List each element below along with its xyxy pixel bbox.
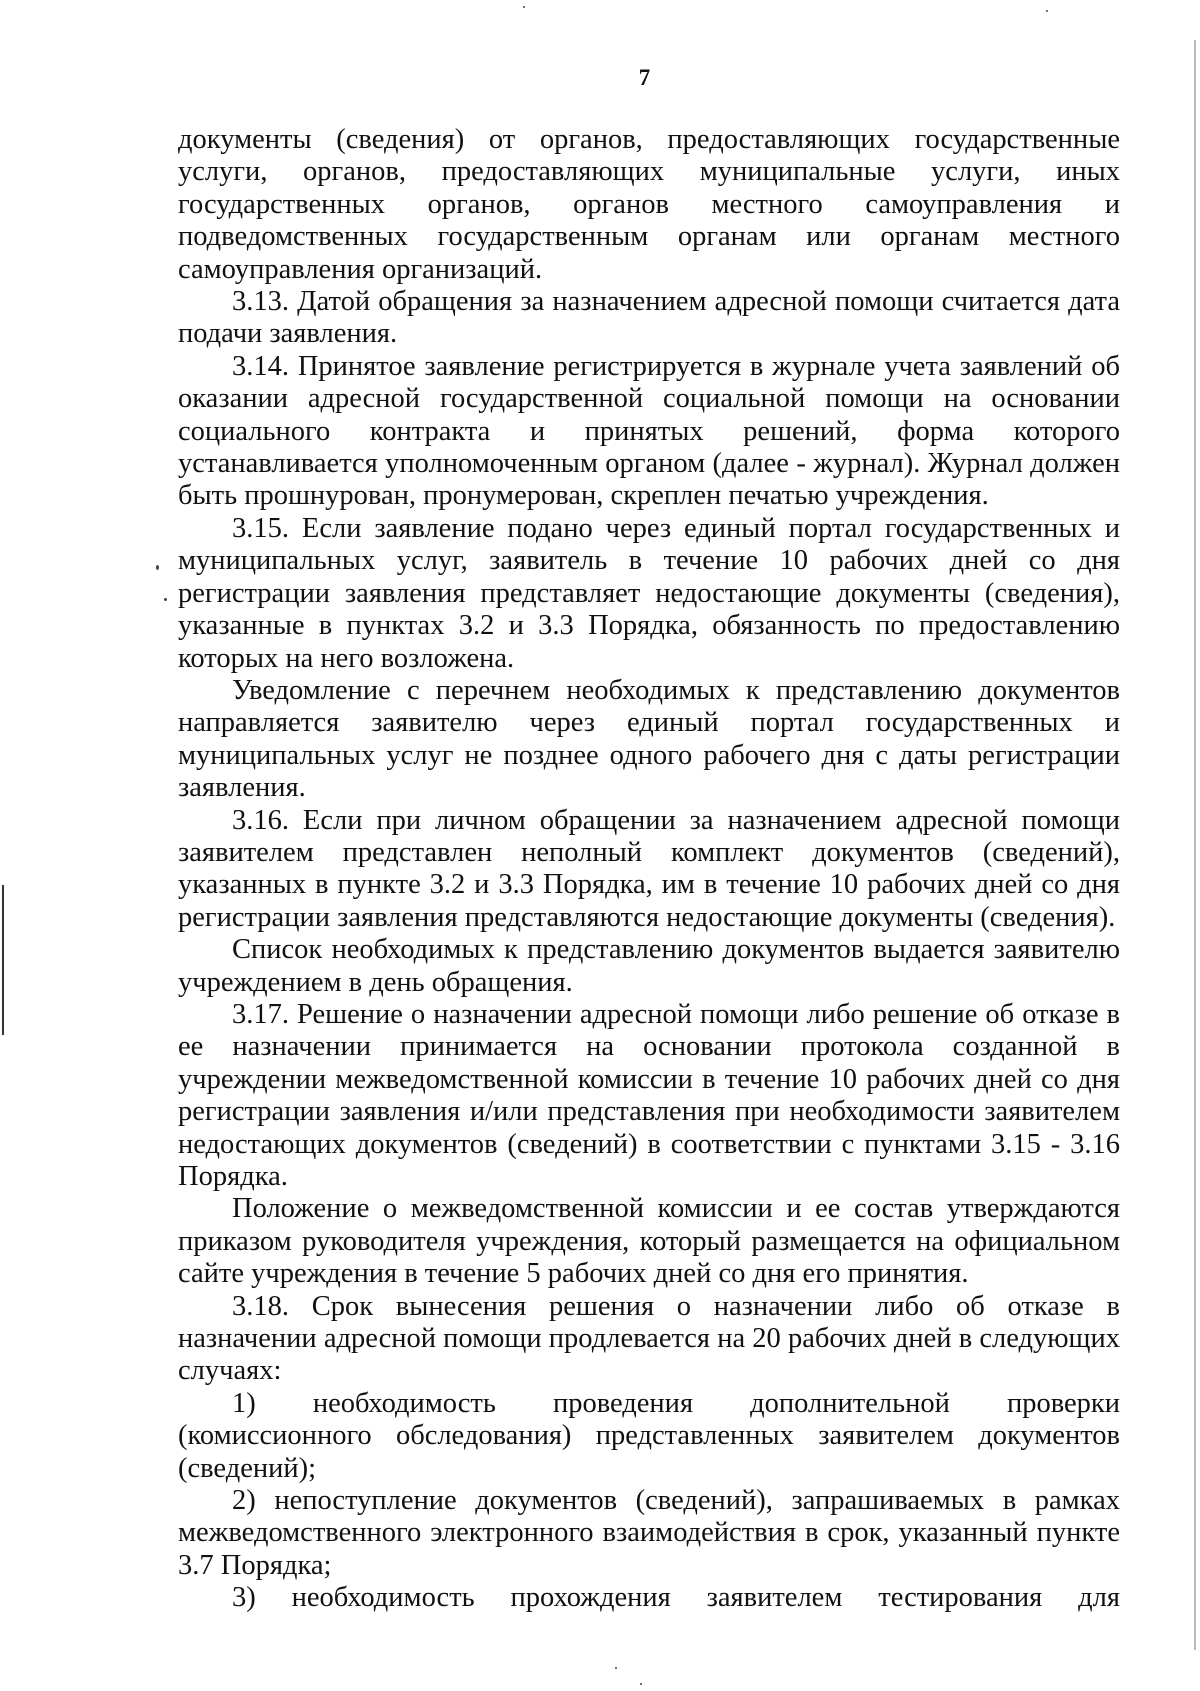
list-item-3: 3) необходимость прохождения заявителем тестирования для: [232, 1582, 1120, 1614]
scan-dot: [156, 565, 159, 570]
scan-dot: [164, 598, 167, 601]
paragraph-3-13: 3.13. Датой обращения за назначением адресной помощи считается дата подачи заявления.: [178, 286, 1120, 350]
paragraph-notification: Уведомление с перечнем необходимых к представлению документов направляется заявителю через единый портал государственных и муниципальных услуг не позднее одного рабочего дня с даты регистрации заявления.: [178, 674, 1120, 804]
paragraph-3-16: 3.16. Если при личном обращении за назначением адресной помощи заявителем представлен неполный комплект документов (сведений), указанных в пункте 3.2 и 3.3 Порядка, им в течение 10 рабочих дней со дня регистрации заявления представляются недостающие документы (сведения).: [178, 804, 1120, 933]
paragraph-commission: Положение о межведомственной комиссии и ее состав утверждаются приказом руководителя учреждения, который размещается на официальном сайте учреждения в течение 5 рабочих дней со дня его принятия.: [178, 1193, 1120, 1290]
page-number: 7: [638, 65, 651, 90]
paragraph-3-15: 3.15. Если заявление подано через единый портал государственных и муниципальных услуг, заявитель в течение 10 рабочих дней со дня регистрации заявления представляет недостающие документы (сведения), указанные в пунктах 3.2 и 3.3 Порядка, обязанность по предоставлению которых на него возложена.: [178, 512, 1120, 674]
paragraph-document-list: Список необходимых к представлению документов выдается заявителю учреждением в день обращения.: [178, 934, 1120, 998]
scan-dot: [523, 6, 525, 8]
list-item-1: 1) необходимость проведения дополнительной проверки (комиссионного обследования) представленных заявителем документов (сведений);: [178, 1387, 1120, 1484]
scan-edge-line-left: [2, 885, 4, 1035]
paragraph-continuation: документы (сведения) от органов, предоставляющих государственные услуги, органов, предоставляющих муниципальные услуги, иных государственных органов, органов местного самоуправления и подведомственных государственным органам или органам местного самоуправления организаций.: [178, 124, 1120, 285]
paragraph-3-18: 3.18. Срок вынесения решения о назначении либо об отказе в назначении адресной помощи продлевается на 20 рабочих дней в следующих случаях:: [178, 1290, 1120, 1387]
scan-edge-line-right: [1194, 40, 1196, 1650]
list-item-2: 2) непоступление документов (сведений), запрашиваемых в рамках межведомственного электронного взаимодействия в срок, указанный пункте 3.7 Порядка;: [178, 1485, 1120, 1581]
paragraph-3-17: 3.17. Решение о назначении адресной помощи либо решение об отказе в ее назначении принимается на основании протокола созданной в учреждении межведомственной комиссии в течение 10 рабочих дней со дня регистрации заявления и/или представления при необходимости заявителем недостающих документов (сведений) в соответствии с пунктами 3.15 - 3.16 Порядка.: [178, 998, 1120, 1192]
paragraph-3-14: 3.14. Принятое заявление регистрируется в журнале учета заявлений об оказании адресной государственной социальной помощи на основании социального контракта и принятых решений, форма которого устанавливается уполномоченным органом (далее - журнал). Журнал должен быть прошнурован, пронумерован, скреплен печатью учреждения.: [178, 350, 1120, 512]
document-body: [178, 124, 1120, 1615]
scan-dot: [1046, 10, 1048, 12]
scan-dot: [615, 1667, 617, 1669]
scan-dot: [640, 1683, 642, 1685]
